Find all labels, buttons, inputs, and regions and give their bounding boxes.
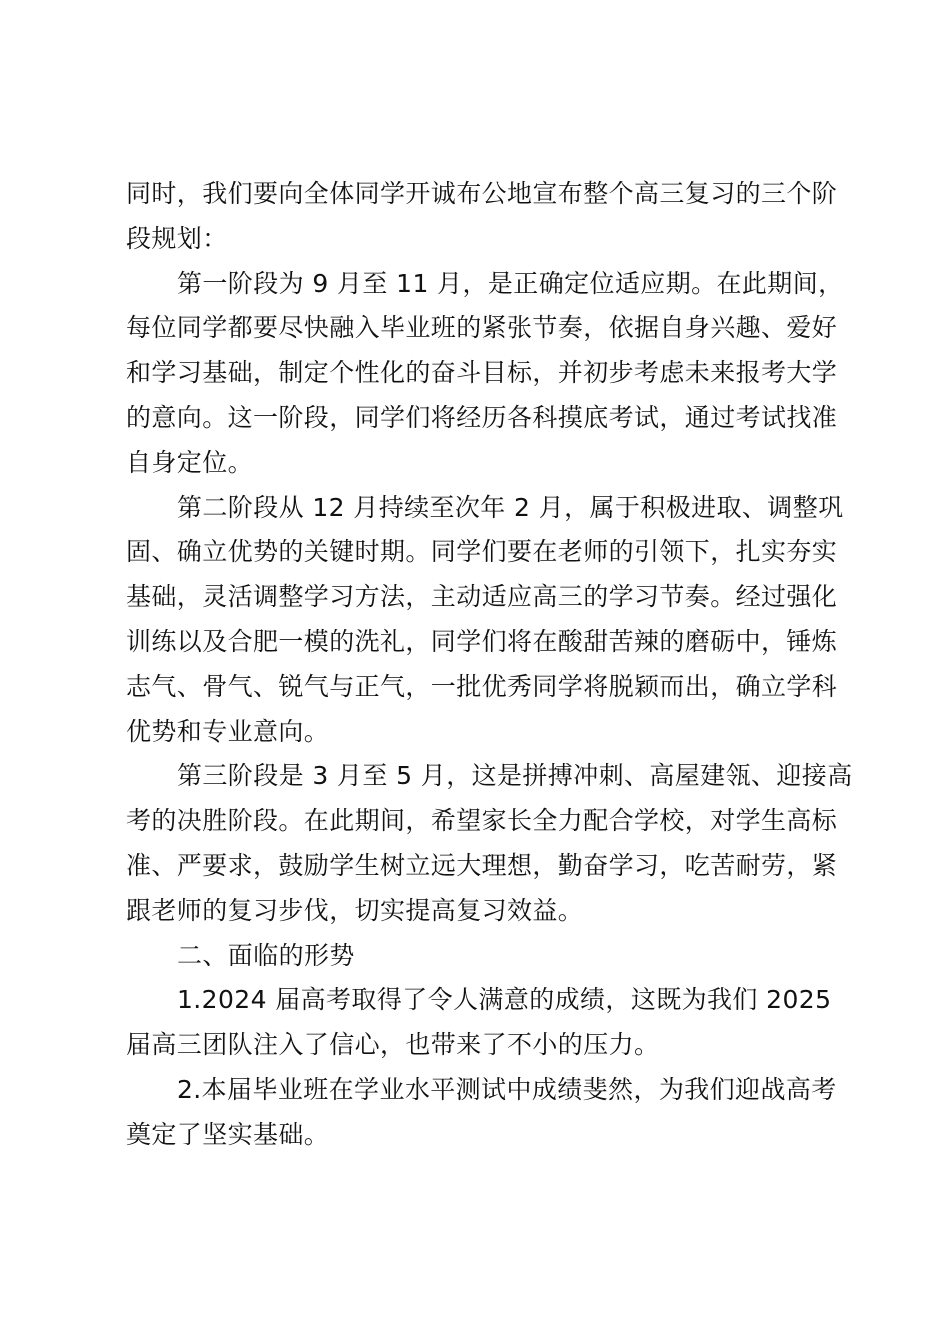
paragraph-stage-two: 第二阶段从 12 月持续至次年 2 月，属于积极进取、调整巩固、确立优势的关键时期。同学们要在老师的引领下，扎实夯实基础，灵活调整学习方法，主动适应高三的学习节奏。经过强化训练以及合肥一模的洗礼，同学们将在酸甜苦辣的磨砺中，锤炼志气、骨气、锐气与正气，一批优秀同学将脱颖而出，确立学科优势和专业意向。 (126, 492, 844, 746)
document-body (126, 172, 856, 1158)
paragraph-intro: 同时，我们要向全体同学开诚布公地宣布整个高三复习的三个阶段规划： (126, 179, 838, 253)
paragraph-point-two: 2.本届毕业班在学业水平测试中成绩斐然，为我们迎战高考奠定了坚实基础。 (126, 1074, 837, 1149)
section-heading: 二、面临的形势 (177, 940, 355, 970)
paragraph-point-one: 1.2024 届高考取得了令人满意的成绩，这既为我们 2025 届高三团队注入了信心，也带来了不小的压力。 (126, 985, 832, 1060)
paragraph-stage-one: 第一阶段为 9 月至 11 月，是正确定位适应期。在此期间，每位同学都要尽快融入毕业班的紧张节奏，依据自身兴趣、爱好和学习基础，制定个性化的奋斗目标，并初步考虑未来报考大学的意向。这一阶段，同学们将经历各科摸底考试，通过考试找准自身定位。 (126, 268, 844, 477)
paragraph-stage-three: 第三阶段是 3 月至 5 月，这是拼搏冲刺、高屋建瓴、迎接高考的决胜阶段。在此期间，希望家长全力配合学校，对学生高标准、严要求，鼓励学生树立远大理想，勤奋学习，吃苦耐劳，紧跟老师的复习步伐，切实提高复习效益。 (126, 761, 853, 925)
